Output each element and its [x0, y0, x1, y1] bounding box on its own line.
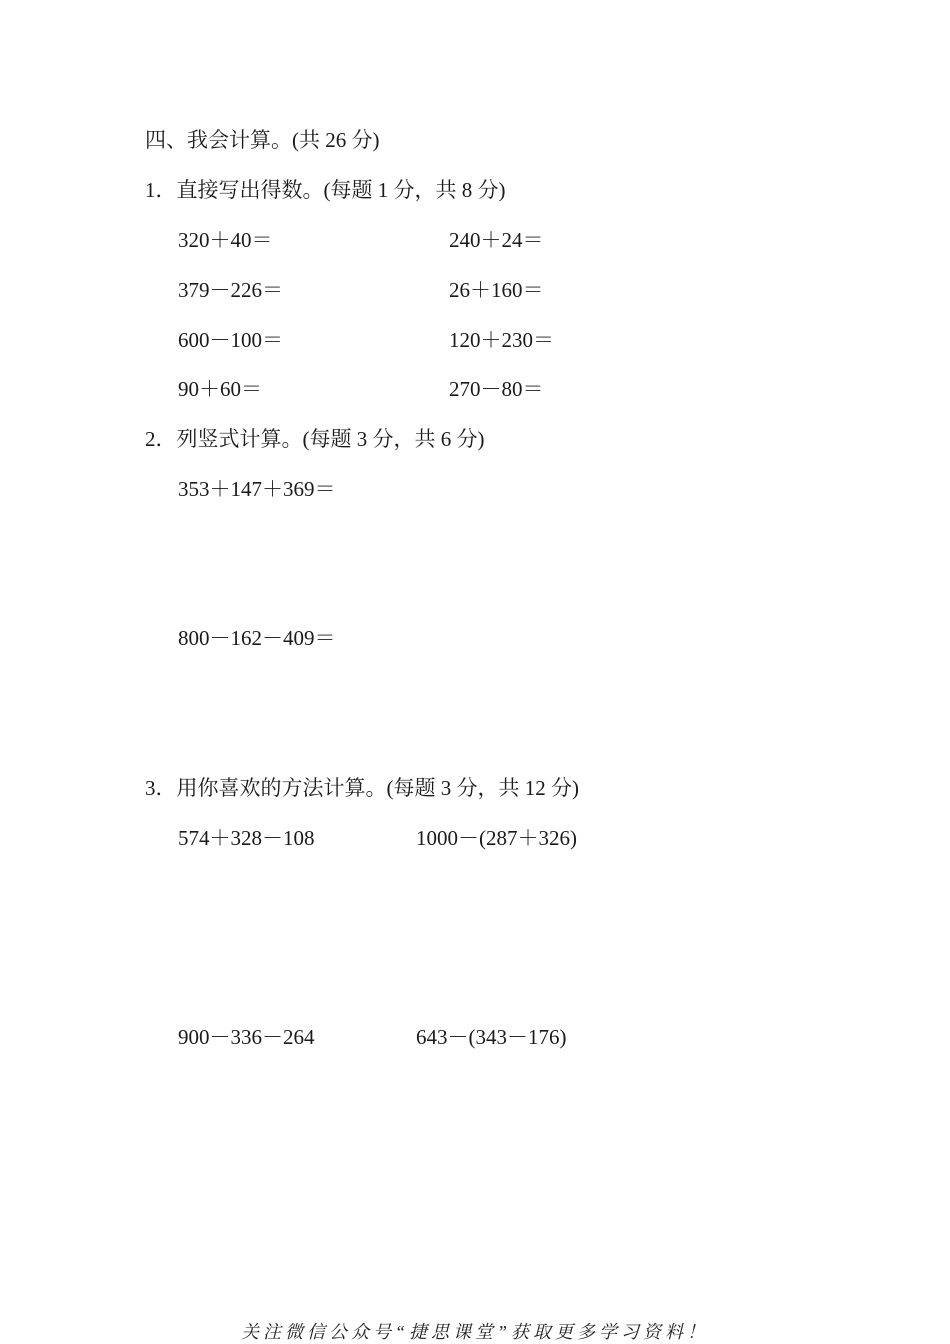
q3-item-2: 1000－(287＋326) — [416, 826, 577, 850]
q1-item-3: 379－226＝ — [178, 278, 283, 302]
q1-item-8: 270－80＝ — [449, 377, 544, 401]
q2-title: 2．列竖式计算。(每题 3 分，共 6 分) — [145, 427, 485, 451]
q1-item-4: 26＋160＝ — [449, 278, 544, 302]
footer-note: 关注微信公众号“捷思课堂”获取更多学习资料！ — [240, 1322, 710, 1342]
q3-item-4: 643－(343－176) — [416, 1025, 567, 1049]
q2-item-2: 800－162－409＝ — [178, 626, 336, 650]
q3-item-1: 574＋328－108 — [178, 826, 315, 850]
q3-item-3: 900－336－264 — [178, 1025, 315, 1049]
q1-item-7: 90＋60＝ — [178, 377, 262, 401]
q1-title: 1．直接写出得数。(每题 1 分，共 8 分) — [145, 178, 506, 202]
section-title: 四、我会计算。(共 26 分) — [145, 128, 380, 152]
q1-item-2: 240＋24＝ — [449, 228, 544, 252]
q3-title: 3．用你喜欢的方法计算。(每题 3 分，共 12 分) — [145, 776, 579, 800]
q1-item-6: 120＋230＝ — [449, 328, 554, 352]
q1-item-1: 320＋40＝ — [178, 228, 273, 252]
q2-item-1: 353＋147＋369＝ — [178, 477, 336, 501]
q1-item-5: 600－100＝ — [178, 328, 283, 352]
